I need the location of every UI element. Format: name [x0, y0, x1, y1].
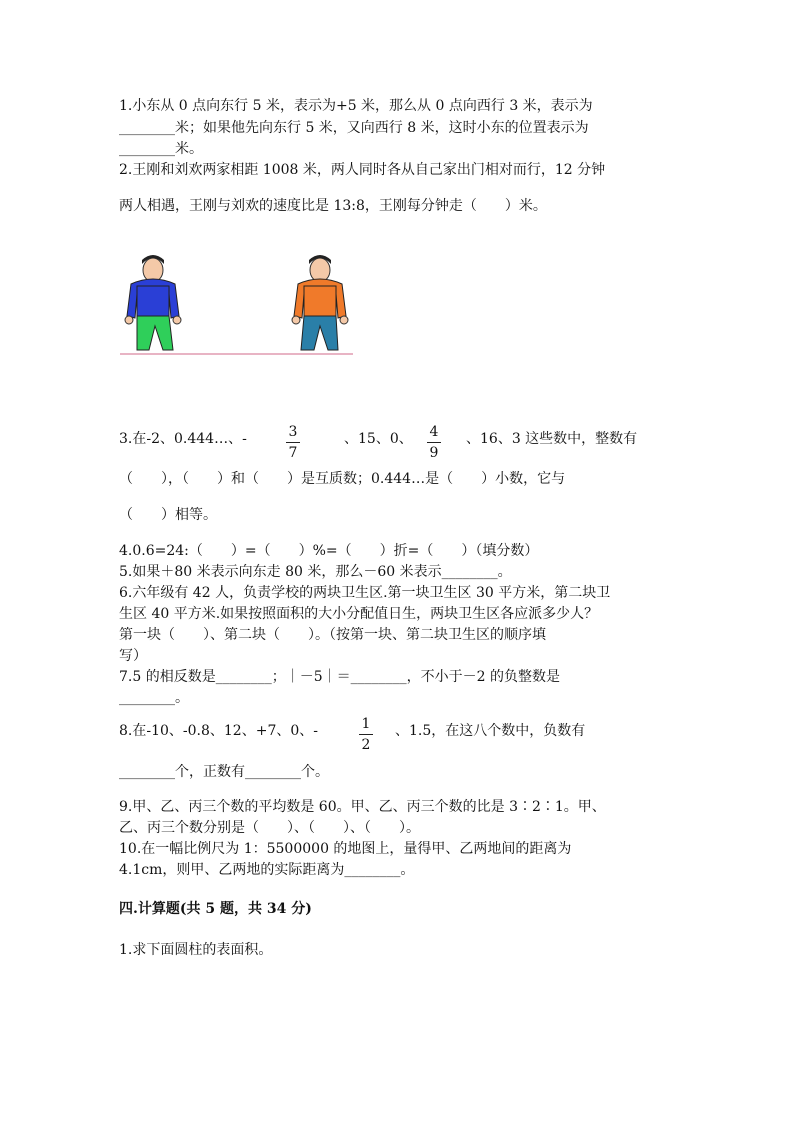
q6-line2: 生区 40 平方米.如果按照面积的大小分配值日生，两块卫生区各应派多少人？	[119, 606, 599, 622]
q8-line1-part-b: 、1.5，在这八个数中，负数有	[395, 723, 586, 739]
q6-line1: 6.六年级有 42 人，负责学校的两块卫生区.第一块卫生区 30 平方米，第二块卫	[119, 585, 611, 601]
fraction-numerator: 1	[361, 716, 371, 732]
q3-line1-part-a: 3.在-2、0.444…、-	[119, 431, 247, 447]
q8-line2: ________个，正数有________个。	[119, 764, 329, 780]
q3-line2: （ ），（ ）和（ ）是互质数；0.444…是（ ）小数，它与	[119, 471, 566, 487]
q6-line3: 第一块（ ）、第二块（ ）。（按第一块、第二块卫生区的顺序填	[119, 627, 546, 643]
person-liuhuan	[292, 255, 348, 350]
q1-line3: ________米。	[119, 141, 203, 157]
section-heading: 四.计算题(共 5 题，共 34 分)	[119, 901, 312, 917]
q10-line2: 4.1cm，则甲、乙两地的实际距离为________。	[119, 862, 415, 878]
fraction-denominator: 9	[429, 445, 439, 461]
fraction-denominator: 2	[361, 737, 371, 753]
two-walkers-illustration	[115, 252, 360, 360]
q3-line3: （ ）相等。	[119, 507, 217, 523]
fraction-denominator: 7	[288, 445, 298, 461]
q4-line: 4.0.6=24:（ ）=（ ）%=（ ）折=（ ）（填分数）	[119, 543, 539, 559]
fraction-numerator: 4	[429, 424, 439, 440]
q8-fraction-1-2	[359, 716, 373, 753]
q7-line1: 7.5 的相反数是________；｜－5｜＝________，不小于－2 的负整数是	[119, 669, 560, 685]
q9-line2: 乙、丙三个数分别是（ ）、（ ）、（ ）。	[119, 820, 420, 836]
q10-line1: 10.在一幅比例尺为 1：5500000 的地图上，量得甲、乙两地间的距离为	[119, 841, 572, 857]
q2-line1: 2.王刚和刘欢两家相距 1008 米，两人同时各从自己家出门相对而行，12 分钟	[119, 162, 606, 178]
person-wanggang	[125, 255, 181, 350]
q3-fraction-3-7	[286, 424, 300, 461]
q7-line2: ________。	[119, 690, 189, 706]
q5-line: 5.如果＋80 米表示向东走 80 米，那么－60 米表示________。	[119, 564, 512, 580]
q3-line1-part-c: 、16、3 这些数中，整数有	[466, 431, 638, 447]
q1-line1: 1.小东从 0 点向东行 5 米，表示为+5 米，那么从 0 点向西行 3 米，表示为	[119, 98, 593, 114]
q1-line2: ________米；如果他先向东行 5 米，又向西行 8 米，这时小东的位置表示为	[119, 120, 589, 136]
q6-line4: 写）	[119, 648, 147, 664]
q9-line1: 9.甲、乙、丙三个数的平均数是 60。甲、乙、丙三个数的比是 3∶2∶1。甲、	[119, 799, 606, 815]
section4-q1: 1.求下面圆柱的表面积。	[119, 942, 273, 958]
q2-line2: 两人相遇，王刚与刘欢的速度比是 13:8，王刚每分钟走（ ）米。	[119, 198, 547, 214]
q8-line1-part-a: 8.在-10、-0.8、12、+7、0、-	[119, 723, 318, 739]
q3-line1-part-b: 、15、0、	[344, 431, 413, 447]
fraction-numerator: 3	[288, 424, 298, 440]
q3-fraction-4-9	[427, 424, 441, 461]
